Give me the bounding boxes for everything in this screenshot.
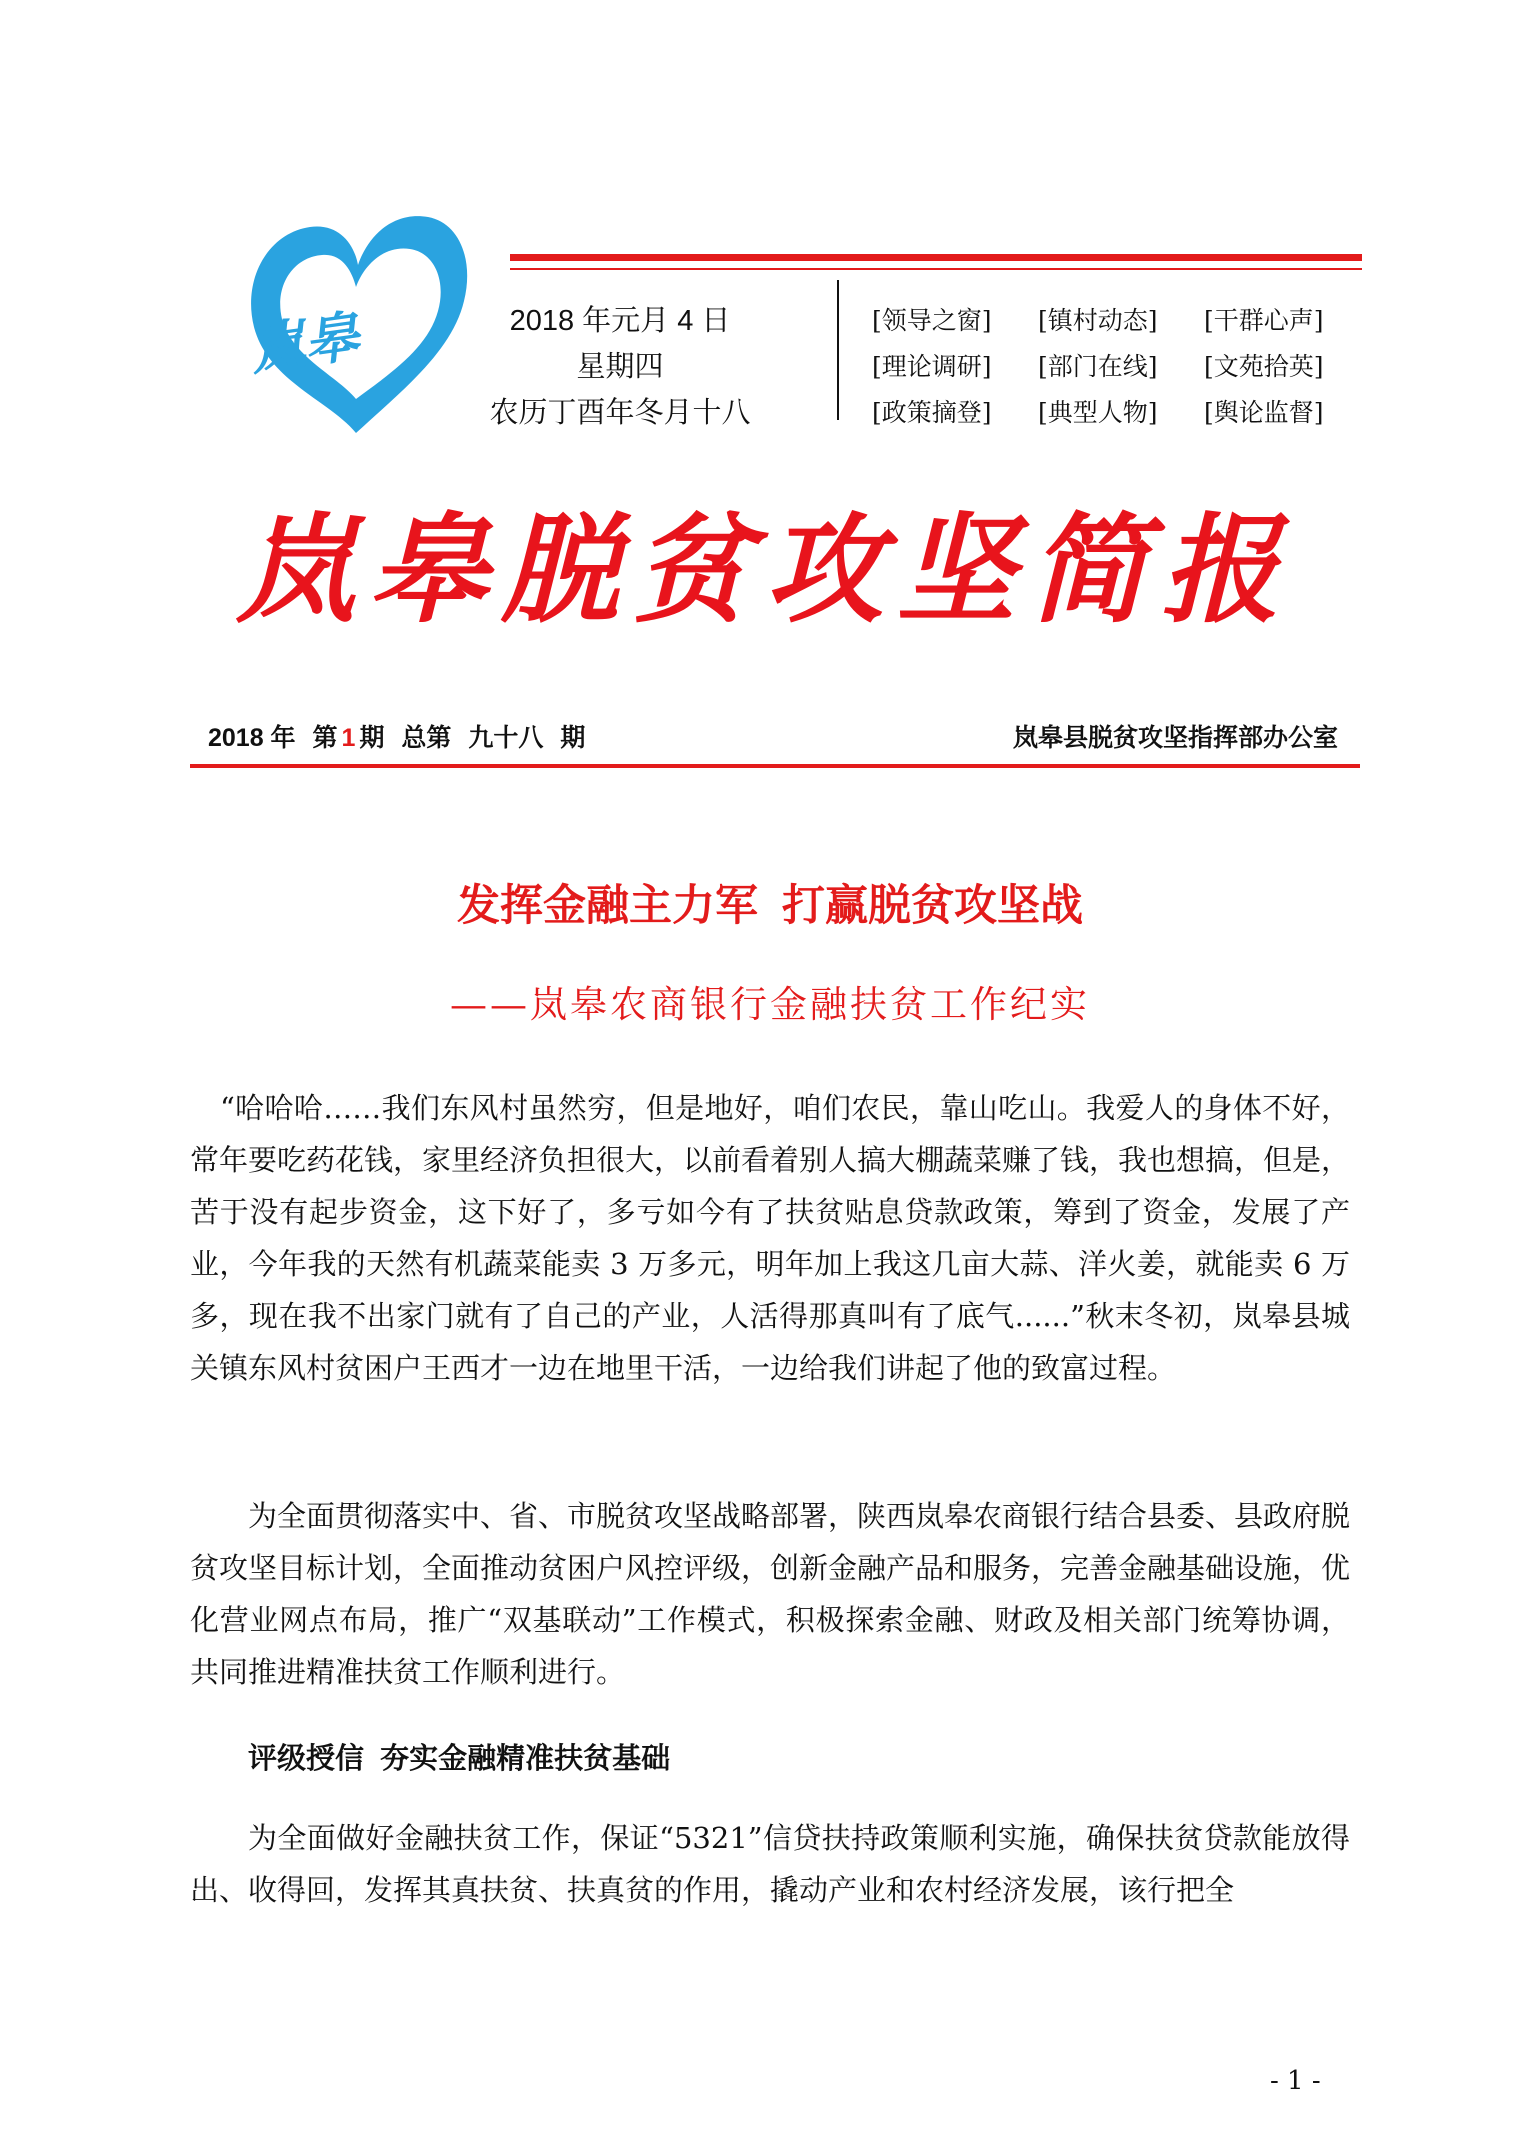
section-item: [政策摘登] <box>872 398 992 427</box>
date-block <box>470 298 770 436</box>
paragraph: 为全面做好金融扶贫工作，保证“5321”信贷扶持政策顺利实施，确保扶贫贷款能放得出、收得回，发挥其真扶贫、扶真贫的作用，撬动产业和农村经济发展，该行把全 <box>190 1821 1350 1907</box>
issue-total-qi: 期 <box>560 724 586 752</box>
issue-year: 2018 年 <box>208 724 296 752</box>
publisher: 岚皋县脱贫攻坚指挥部办公室 <box>1012 724 1338 752</box>
issue-qi: 期 <box>359 724 385 752</box>
section-item: [干群心声] <box>1204 306 1324 335</box>
section-item: [典型人物] <box>1038 398 1158 427</box>
section-item: [镇村动态] <box>1038 306 1158 335</box>
weekday: 星期四 <box>576 351 664 383</box>
header-rule-thin <box>510 268 1362 270</box>
gregorian-date: 2018 年元月 4 日 <box>509 305 731 337</box>
issue-total-label: 总第 <box>401 724 452 752</box>
lunar-date: 农历丁酉年冬月十八 <box>489 397 751 429</box>
section-item: [文苑拾英] <box>1204 352 1324 381</box>
article-title: 发挥金融主力军 打赢脱贫攻坚战 <box>457 882 1083 930</box>
section-item: [部门在线] <box>1038 352 1158 381</box>
issue-total: 九十八 <box>468 724 544 752</box>
masthead-title: 岚皋脱贫攻坚简报 <box>236 500 1293 639</box>
section-item: [舆论监督] <box>1204 398 1324 427</box>
issue-line <box>208 718 1338 754</box>
page-number: - 1 - <box>1270 2066 1321 2096</box>
section-heading: 评级授信 夯实金融精准扶贫基础 <box>248 1743 671 1775</box>
section-index <box>872 300 1372 434</box>
section-item: [理论调研] <box>872 352 992 381</box>
paragraph: 为全面贯彻落实中、省、市脱贫攻坚战略部署，陕西岚皋农商银行结合县委、县政府脱贫攻坚目标计划，全面推动贫困户风控评级，创新金融产品和服务，完善金融基础设施，优化营业网点布局，推广“双基联动”工作模式，积极探索金融、财政及相关部门统筹协调，共同推进精准扶贫工作顺利进行。 <box>190 1499 1351 1689</box>
vertical-divider <box>837 280 839 420</box>
article-subtitle: ——岚皋农商银行金融扶贫工作纪实 <box>450 983 1090 1026</box>
issue-di: 第 <box>312 724 338 752</box>
issue-rule <box>190 764 1360 768</box>
paragraph: “哈哈哈……我们东风村虽然穷，但是地好，咱们农民，靠山吃山。我爱人的身体不好，常年要吃药花钱，家里经济负担很大，以前看着别人搞大棚蔬菜赚了钱，我也想搞，但是，苦于没有起步资金，这下好了，多亏如今有了扶贫贴息贷款政策，筹到了资金，发展了产业，今年我的天然有机蔬菜能卖 3 万多元，明年加上我这几亩大蒜、洋火姜，就能卖 6 万多，现在我不出家门就有了自己的产业，人活得那真叫有了底气......”秋末冬初，岚皋县城关镇东风村贫困户王西才一边在地里干活，一边给我们讲起了他的致富过程。 <box>190 1091 1351 1385</box>
header-rule-thick <box>510 254 1362 261</box>
issue-number: 1 <box>341 724 356 752</box>
heart-logo-icon <box>238 205 478 435</box>
section-item: [领导之窗] <box>872 306 992 335</box>
issue-info <box>208 718 595 754</box>
logo-text: 岚皋 <box>246 303 363 383</box>
